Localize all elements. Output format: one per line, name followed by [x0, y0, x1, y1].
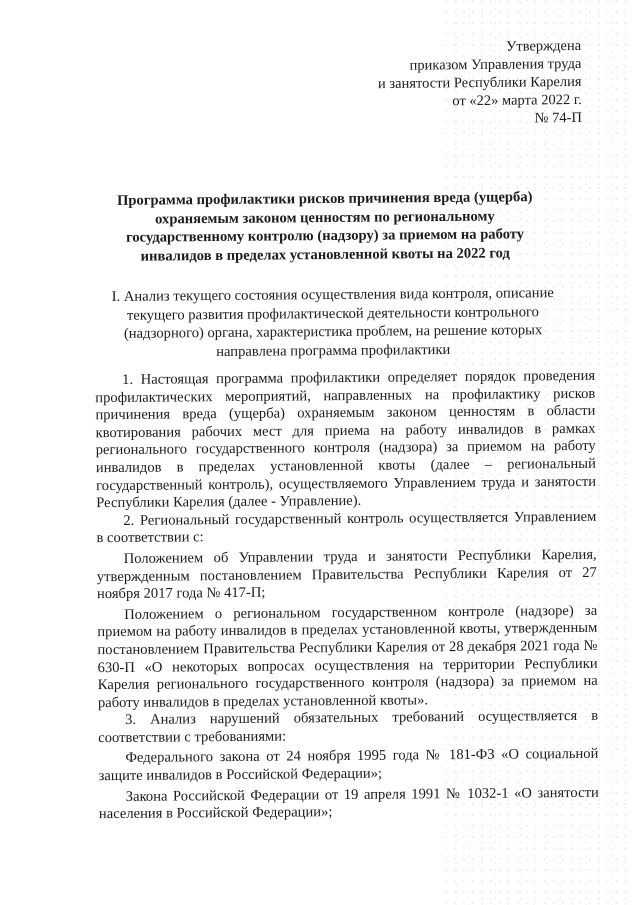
- paragraph: 3. Анализ нарушений обязательных требований осуществляется в соответствии с требованиями:: [98, 708, 599, 747]
- paragraph: 1. Настоящая программа профилактики определяет порядок проведения профилактических мероприятий, направленных на профилактику рисков причинения вреда (ущерба) охраняемым законом ценностям в области квотирования рабочих мест для приема на работу инвалидов в рамках регионального государственного контроля (надзора) за приемом на работу инвалидов в пределах установленной квоты (далее – региональный государственный контроль), осуществляемого Управлением труда и занятости Республики Карелия (далее - Управление).: [95, 367, 597, 512]
- paragraph: Положением о региональном государственном контроле (надзоре) за приемом на работу инвалидов в пределах установленной квоты, утвержденным постановлением Правительства Республики Карелия от 28 декабря 2021 года № 630-П «О некоторых вопросах осуществления на территории Республики Карелия регионального государственного контроля (надзора) за приемом на работу инвалидов в пределах установленной квоты».: [97, 602, 598, 711]
- document-body: [95, 368, 599, 824]
- approval-date: от «22» марта 2022 г.: [452, 91, 583, 110]
- approval-line: Утверждена: [506, 37, 582, 55]
- document-title: Программа профилактики рисков причинения вреда (ущерба) охраняемым законом ценностям по региональному государственному контролю (надзору) за приемом на работу инвалидов в пределах установленной квоты на 2022 год: [116, 189, 533, 265]
- paragraph: 2. Региональный государственный контроль осуществляется Управлением в соответствии с:: [96, 508, 597, 547]
- approval-stamp-block: [378, 37, 582, 129]
- paragraph: Положением об Управлении труда и занятости Республики Карелия, утвержденным постановлением Правительства Республики Карелия от 27 ноября 2017 года № 417-П;: [96, 546, 597, 603]
- paragraph: Федерального закона от 24 ноября 1995 года № 181-ФЗ «О социальной защите инвалидов в Российской Федерации»;: [98, 746, 599, 785]
- paragraph: Закона Российской Федерации от 19 апреля 1991 № 1032-1 «О занятости населения в Российской Федерации»;: [98, 784, 599, 823]
- approval-line: и занятости Республики Карелия: [378, 73, 583, 93]
- approval-line: приказом Управления труда: [409, 55, 582, 74]
- section-heading: I. Анализ текущего состояния осуществления вида контроля, описание текущего развития профилактической деятельности контрольного (надзорного) органа, характеристика проблем, на решение которых направлена программа профилактики: [111, 285, 554, 360]
- approval-number: № 74-П: [535, 109, 583, 127]
